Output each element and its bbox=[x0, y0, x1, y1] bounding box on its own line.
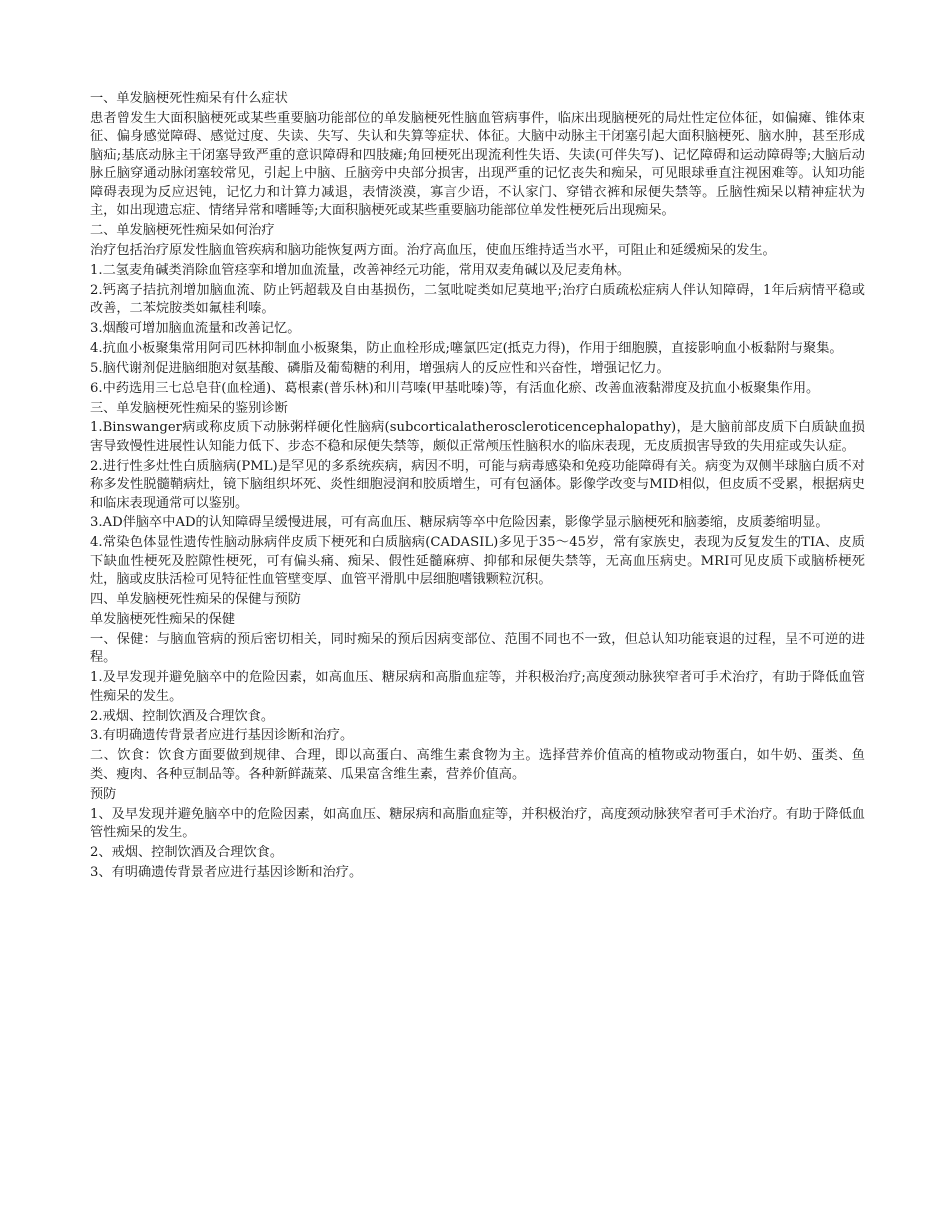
list-item-treatment-6: 6.中药选用三七总皂苷(血栓通)、葛根素(普乐林)和川芎嗪(甲基吡嗪)等，有活血化瘀、改善血液黏滞度及抗血小板聚集作用。 bbox=[90, 380, 820, 396]
list-item-care-3: 3.有明确遗传背景者应进行基因诊断和治疗。 bbox=[90, 728, 354, 744]
list-item-prevention-3: 3、有明确遗传背景者应进行基因诊断和治疗。 bbox=[90, 864, 363, 880]
section-heading-differential: 三、单发脑梗死性痴呆的鉴别诊断 bbox=[90, 400, 288, 416]
list-item-care-2: 2.戒烟、控制饮酒及合理饮食。 bbox=[90, 708, 275, 724]
list-item-treatment-1: 1.二氢麦角碱类消除血管痉挛和增加血流量，改善神经元功能，常用双麦角碱以及尼麦角林。 bbox=[90, 262, 631, 278]
list-item-prevention-2: 2、戒烟、控制饮酒及合理饮食。 bbox=[90, 844, 284, 860]
subheading-care: 单发脑梗死性痴呆的保健 bbox=[90, 611, 236, 627]
section-heading-symptoms: 一、单发脑梗死性痴呆有什么症状 bbox=[90, 91, 288, 106]
list-item-differential-4: 4.常染色体显性遗传性脑动脉病伴皮质下梗死和白质脑病(CADASIL)多见于35～45岁，常有家族史，表现为反复发生的TIA、皮质下缺血性梗死及腔隙性梗死，可有偏头痛、痴呆、假性延髓麻痹、抑郁和尿便失禁等，无高血压病史。MRI可见皮质下或脑桥梗死灶，脑或皮肤活检可见特征性血管壁变厚、血管平滑肌中层细胞嗜锇颗粒沉积。 bbox=[90, 535, 865, 588]
subheading-prevention: 预防 bbox=[90, 786, 117, 802]
paragraph-care-intro: 一、保健：与脑血管病的预后密切相关，同时痴呆的预后因病变部位、范围不同也不一致，但总认知功能衰退的过程，呈不可逆的进程。 bbox=[90, 631, 865, 666]
list-item-care-1: 1.及早发现并避免脑卒中的危险因素，如高血压、糖尿病和高脂血症等，并积极治疗;高度颈动脉狭窄者可手术治疗，有助于降低血管性痴呆的发生。 bbox=[90, 670, 865, 704]
list-item-differential-3: 3.AD伴脑卒中AD的认知障碍呈缓慢进展，可有高血压、糖尿病等卒中危险因素，影像学显示脑梗死和脑萎缩，皮质萎缩明显。 bbox=[90, 515, 829, 531]
paragraph-treatment-intro: 治疗包括治疗原发性脑血管疾病和脑功能恢复两方面。治疗高血压，使血压维持适当水平，可阻止和延缓痴呆的发生。 bbox=[90, 242, 776, 258]
section-heading-care-prevention: 四、单发脑梗死性痴呆的保健与预防 bbox=[90, 592, 301, 608]
list-item-treatment-5: 5.脑代谢剂促进脑细胞对氨基酸、磷脂及葡萄糖的利用，增强病人的反应性和兴奋性，增强记忆力。 bbox=[90, 360, 670, 376]
paragraph-symptoms: 患者曾发生大面积脑梗死或某些重要脑功能部位的单发脑梗死性脑血管病事件，临床出现脑梗死的局灶性定位体征，如偏瘫、锥体束征、偏身感觉障碍、感觉过度、失读、失写、失认和失算等症状、体征。大脑中动脉主干闭塞引起大面积脑梗死、脑水肿，甚至形成脑疝;基底动脉主干闭塞导致严重的意识障碍和四肢瘫;角回梗死出现流利性失语、失读(可伴失写)、记忆障碍和运动障碍等;大脑后动脉丘脑穿通动脉闭塞较常见，引起上中脑、丘脑旁中央部分损害，出现严重的记忆丧失和痴呆，可见眼球垂直注视困难等。认知功能障碍表现为反应迟钝，记忆力和计算力减退，表情淡漠，寡言少语，不认家门、穿错衣裤和尿便失禁等。丘脑性痴呆以精神症状为主，如出现遗忘症、情绪异常和嗜睡等;大面积脑梗死或某些重要脑功能部位单发性梗死后出现痴呆。 bbox=[90, 110, 865, 218]
list-item-treatment-4: 4.抗血小板聚集常用阿司匹林抑制血小板聚集，防止血栓形成;噻氯匹定(抵克力得)，作用于细胞膜，直接影响血小板黏附与聚集。 bbox=[90, 340, 843, 356]
paragraph-diet: 二、饮食：饮食方面要做到规律、合理，即以高蛋白、高维生素食物为主。选择营养价值高的植物或动物蛋白，如牛奶、蛋类、鱼类、瘦肉、各种豆制品等。各种新鲜蔬菜、瓜果富含维生素，营养价值高。 bbox=[90, 748, 865, 782]
list-item-prevention-1: 1、及早发现并避免脑卒中的危险因素，如高血压、糖尿病和高脂血症等，并积极治疗，高度颈动脉狭窄者可手术治疗。有助于降低血管性痴呆的发生。 bbox=[90, 806, 865, 840]
list-item-differential-1: 1.Binswanger病或称皮质下动脉粥样硬化性脑病(subcorticalatheroscleroticencephalopathy)，是大脑前部皮质下白质缺血损害导致慢性进展性认知能力低下、步态不稳和尿便失禁等，颇似正常颅压性脑积水的临床表现，无皮质损害导致的失用症或失认症。 bbox=[90, 420, 865, 454]
list-item-treatment-3: 3.烟酸可增加脑血流量和改善记忆。 bbox=[90, 320, 301, 336]
list-item-differential-2: 2.进行性多灶性白质脑病(PML)是罕见的多系统疾病，病因不明，可能与病毒感染和免疫功能障碍有关。病变为双侧半球脑白质不对称多发性脱髓鞘病灶，镜下脑组织坏死、炎性细胞浸润和胶质增生，可有包涵体。影像学改变与MID相似，但皮质不受累，根据病史和临床表现通常可以鉴别。 bbox=[90, 458, 865, 511]
section-heading-treatment: 二、单发脑梗死性痴呆如何治疗 bbox=[90, 222, 275, 238]
list-item-treatment-2: 2.钙离子拮抗剂增加脑血流、防止钙超载及自由基损伤，二氢吡啶类如尼莫地平;治疗白质疏松症病人伴认知障碍，1年后病情平稳或改善，二苯烷胺类如氟桂利嗪。 bbox=[90, 282, 865, 316]
document-body bbox=[90, 90, 865, 882]
